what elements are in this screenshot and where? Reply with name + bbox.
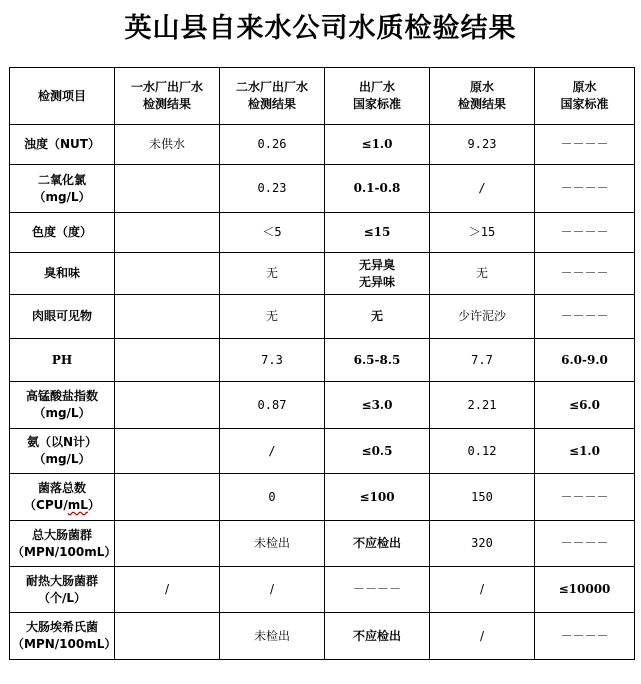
outlet-standard-cell: 无异臭 无异味 bbox=[325, 253, 430, 295]
raw-standard-cell: －－－－ bbox=[535, 213, 635, 253]
plant1-cell bbox=[115, 295, 220, 339]
table-row bbox=[10, 165, 635, 213]
plant1-cell bbox=[115, 165, 220, 213]
plant1-cell: / bbox=[115, 567, 220, 613]
raw-standard-cell: －－－－ bbox=[535, 613, 635, 660]
outlet-standard-cell: －－－－ bbox=[325, 567, 430, 613]
page-title: 英山县自来水公司水质检验结果 bbox=[124, 13, 517, 44]
outlet-standard-cell: 无 bbox=[325, 295, 430, 339]
item-cell: 耐热大肠菌群 （个/L） bbox=[10, 567, 115, 613]
plant2-cell: 未检出 bbox=[220, 613, 325, 660]
outlet-standard-cell: ≤100 bbox=[325, 474, 430, 521]
item-cell: 高锰酸盐指数 （mg/L） bbox=[10, 382, 115, 429]
item-cell: PH bbox=[10, 339, 115, 382]
plant2-cell: 未检出 bbox=[220, 521, 325, 567]
outlet-standard-cell: 不应检出 bbox=[325, 613, 430, 660]
item-cell: 氨（以N计） （mg/L） bbox=[10, 429, 115, 474]
header-raw-standard: 原水 国家标准 bbox=[535, 68, 635, 125]
item-cell: 大肠埃希氏菌 （MPN/100mL） bbox=[10, 613, 115, 660]
plant2-cell: 无 bbox=[220, 253, 325, 295]
raw-standard-cell: －－－－ bbox=[535, 125, 635, 165]
raw-result-cell: 2.21 bbox=[430, 382, 535, 429]
item-cell bbox=[10, 474, 115, 521]
item-cell: 肉眼可见物 bbox=[10, 295, 115, 339]
raw-result-cell: 无 bbox=[430, 253, 535, 295]
plant1-cell bbox=[115, 382, 220, 429]
outlet-standard-cell: 6.5-8.5 bbox=[325, 339, 430, 382]
raw-standard-cell: ≤10000 bbox=[535, 567, 635, 613]
table-row bbox=[10, 339, 635, 382]
raw-standard-cell: ≤1.0 bbox=[535, 429, 635, 474]
outlet-standard-cell: ≤3.0 bbox=[325, 382, 430, 429]
header-plant2-result: 二水厂出厂水 检测结果 bbox=[220, 68, 325, 125]
plant1-cell bbox=[115, 521, 220, 567]
outlet-standard-cell: ≤1.0 bbox=[325, 125, 430, 165]
plant2-cell: 0.23 bbox=[220, 165, 325, 213]
header-row bbox=[10, 68, 635, 125]
header-plant1-result: 一水厂出厂水 检测结果 bbox=[115, 68, 220, 125]
item-cell: 总大肠菌群 （MPN/100mL） bbox=[10, 521, 115, 567]
raw-standard-cell: 6.0-9.0 bbox=[535, 339, 635, 382]
plant2-cell: 0.26 bbox=[220, 125, 325, 165]
water-quality-table bbox=[9, 67, 635, 660]
plant1-cell bbox=[115, 253, 220, 295]
header-raw-result: 原水 检测结果 bbox=[430, 68, 535, 125]
header-outlet-standard: 出厂水 国家标准 bbox=[325, 68, 430, 125]
table-row bbox=[10, 613, 635, 660]
table-row bbox=[10, 567, 635, 613]
table-row bbox=[10, 382, 635, 429]
raw-result-cell: 150 bbox=[430, 474, 535, 521]
table-row bbox=[10, 295, 635, 339]
outlet-standard-cell: 不应检出 bbox=[325, 521, 430, 567]
raw-standard-cell: －－－－ bbox=[535, 474, 635, 521]
plant1-cell bbox=[115, 213, 220, 253]
item-unit-close: ） bbox=[87, 498, 100, 512]
header-item: 检测项目 bbox=[10, 68, 115, 125]
raw-standard-cell: －－－－ bbox=[535, 165, 635, 213]
raw-result-cell: / bbox=[430, 613, 535, 660]
table-row bbox=[10, 213, 635, 253]
outlet-standard-cell: ≤0.5 bbox=[325, 429, 430, 474]
raw-result-cell: 320 bbox=[430, 521, 535, 567]
raw-result-cell: / bbox=[430, 567, 535, 613]
item-name: 菌落总数 bbox=[37, 481, 86, 495]
plant1-cell bbox=[115, 613, 220, 660]
raw-result-cell: 0.12 bbox=[430, 429, 535, 474]
raw-result-cell: 少许泥沙 bbox=[430, 295, 535, 339]
plant2-cell: 0.87 bbox=[220, 382, 325, 429]
plant1-cell bbox=[115, 339, 220, 382]
plant2-cell: / bbox=[220, 567, 325, 613]
plant2-cell: / bbox=[220, 429, 325, 474]
table-row bbox=[10, 521, 635, 567]
table-row bbox=[10, 429, 635, 474]
table-row bbox=[10, 125, 635, 165]
plant1-cell bbox=[115, 474, 220, 521]
item-cell: 浊度（NUT） bbox=[10, 125, 115, 165]
plant1-cell: 未供水 bbox=[115, 125, 220, 165]
plant1-cell bbox=[115, 429, 220, 474]
raw-standard-cell: －－－－ bbox=[535, 253, 635, 295]
item-cell: 色度（度） bbox=[10, 213, 115, 253]
plant2-cell: 7.3 bbox=[220, 339, 325, 382]
plant2-cell: 0 bbox=[220, 474, 325, 521]
table-row bbox=[10, 474, 635, 521]
plant2-cell: 无 bbox=[220, 295, 325, 339]
raw-result-cell: 7.7 bbox=[430, 339, 535, 382]
spellcheck-underline-unit: mL bbox=[67, 498, 88, 512]
plant2-cell: ＜5 bbox=[220, 213, 325, 253]
outlet-standard-cell: 0.1-0.8 bbox=[325, 165, 430, 213]
item-cell: 臭和味 bbox=[10, 253, 115, 295]
raw-result-cell: / bbox=[430, 165, 535, 213]
raw-standard-cell: －－－－ bbox=[535, 521, 635, 567]
table-row bbox=[10, 253, 635, 295]
item-cell: 二氧化氯 （mg/L） bbox=[10, 165, 115, 213]
outlet-standard-cell: ≤15 bbox=[325, 213, 430, 253]
raw-result-cell: ＞15 bbox=[430, 213, 535, 253]
raw-standard-cell: ≤6.0 bbox=[535, 382, 635, 429]
raw-result-cell: 9.23 bbox=[430, 125, 535, 165]
raw-standard-cell: －－－－ bbox=[535, 295, 635, 339]
item-unit-open: （CPU/ bbox=[24, 498, 68, 512]
